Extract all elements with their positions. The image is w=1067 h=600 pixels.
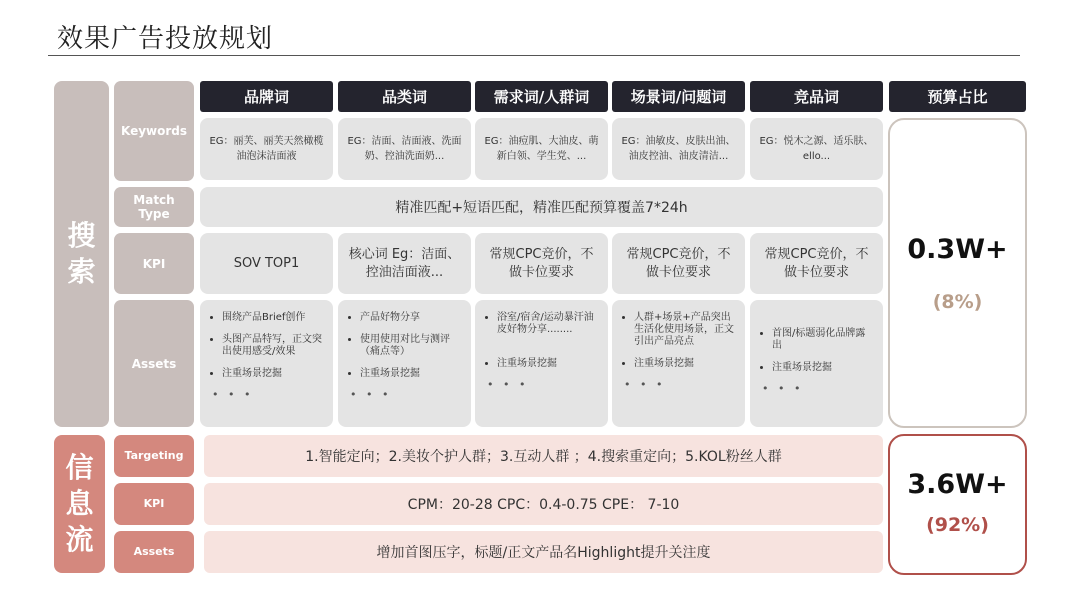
keywords-cell: EG：丽芙、丽芙天然橄榄油泡沫洁面液 [200,118,333,180]
section-label-search [54,81,109,427]
assets-list [483,312,600,370]
ellipsis-dots: • • • [350,388,392,401]
row-label-targeting: Targeting [114,435,194,477]
row-label-feed-kpi: KPI [114,483,194,525]
assets-cell [750,300,883,427]
column-header: 品牌词 [200,81,333,112]
row-label-feed-assets: Assets [114,531,194,573]
budget-value: 0.3W+ [907,233,1008,265]
assets-item: • 使用使用对比与测评（痛点等） [360,334,463,358]
keywords-cell: EG：油痘肌、大油皮、萌新白领、学生党、... [475,118,608,180]
budget-value: 3.6W+ [907,469,1008,500]
assets-item: • 人群+场景+产品突出生活化使用场景，正文引出产品亮点 [634,312,737,348]
row-label-keywords: Keywords [114,81,194,181]
kpi-cell: SOV TOP1 [200,233,333,294]
keywords-cell: EG：油敏皮、皮肤出油、油皮控油、油皮清洁... [612,118,745,180]
assets-item: • 注重场景挖掘 [222,368,325,380]
ellipsis-dots: • • • [212,388,254,401]
feed-kpi-cell: CPM：20-28 CPC：0.4-0.75 CPE： 7-10 [204,483,883,525]
kpi-cell: 常规CPC竞价，不做卡位要求 [612,233,745,294]
budget-box-feed [888,434,1027,575]
column-header: 竞品词 [750,81,883,112]
assets-item: • 首图/标题弱化品牌露出 [772,328,875,352]
assets-list [620,312,737,370]
assets-cell [338,300,471,427]
section-char: 索 [67,255,96,288]
assets-list [346,312,463,380]
budget-box-search [888,118,1027,428]
assets-item: • 注重场景挖掘 [360,368,463,380]
section-label-feed [54,435,105,573]
keywords-cell: EG：洁面、洁面液、洗面奶、控油洗面奶... [338,118,471,180]
ellipsis-dots: • • • [624,378,666,391]
assets-item: • 产品好物分享 [360,312,463,324]
column-header: 需求词/人群词 [475,81,608,112]
assets-cell [475,300,608,427]
column-header: 品类词 [338,81,471,112]
budget-percent: (92%) [926,514,989,536]
page-title: 效果广告投放规划 [57,24,274,54]
section-char: 流 [65,523,94,556]
assets-cell [612,300,745,427]
section-char: 信 [65,451,94,484]
kpi-cell: 常规CPC竞价，不做卡位要求 [750,233,883,294]
column-header-budget: 预算占比 [889,81,1026,112]
column-header: 场景词/问题词 [612,81,745,112]
section-char: 息 [65,487,94,520]
budget-percent: (8%) [932,290,983,313]
assets-list [758,328,875,374]
section-char: 搜 [67,219,96,252]
assets-item: • 注重场景挖掘 [634,358,737,370]
targeting-cell: 1.智能定向；2.美妆个护人群；3.互动人群 ；4.搜索重定向；5.KOL粉丝人群 [204,435,883,477]
assets-item: • 注重场景挖掘 [772,362,875,374]
feed-assets-cell: 增加首图压字，标题/正文产品名Highlight提升关注度 [204,531,883,573]
row-label-assets: Assets [114,300,194,427]
kpi-cell: 核心词 Eg：洁面、控油洁面液... [338,233,471,294]
assets-item: • 头图产品特写，正文突出使用感受/效果 [222,334,325,358]
ellipsis-dots: • • • [762,382,804,395]
assets-item: • 浴室/宿舍/运动暴汗油皮好物分享........ [497,312,600,336]
kpi-cell: 常规CPC竞价，不做卡位要求 [475,233,608,294]
row-label-match-type: Match Type [114,187,194,227]
match-type-cell: 精准匹配+短语匹配，精准匹配预算覆盖7*24h [200,187,883,227]
row-label-kpi: KPI [114,233,194,294]
keywords-cell: EG：悦木之源、适乐肤、ello... [750,118,883,180]
assets-item: • 围绕产品Brief创作 [222,312,325,324]
assets-list [208,312,325,380]
ellipsis-dots: • • • [487,378,529,391]
assets-item: • 注重场景挖掘 [497,358,600,370]
title-divider [48,55,1020,56]
assets-cell [200,300,333,427]
